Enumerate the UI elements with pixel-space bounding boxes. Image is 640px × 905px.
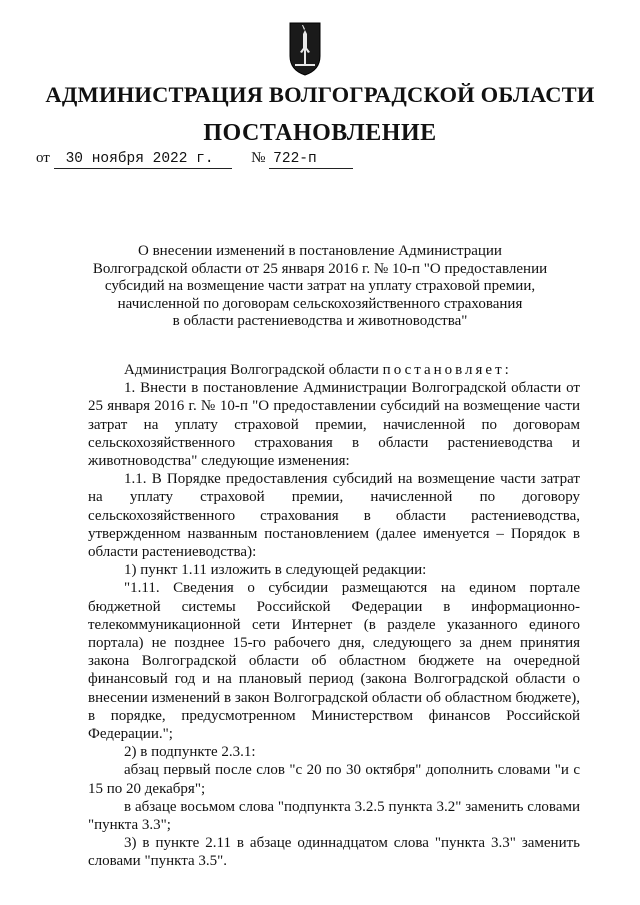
document-subject <box>90 243 550 331</box>
body-paragraph: 2) в подпункте 2.3.1: <box>124 744 256 761</box>
body-paragraph: 1) пункт 1.11 изложить в следующей редакции: <box>124 562 427 579</box>
document-date: 30 ноября 2022 г. <box>54 151 232 169</box>
document-body <box>88 361 580 871</box>
number-sign: № <box>251 150 266 166</box>
date-prefix: от <box>36 150 50 166</box>
intro-paragraph <box>88 361 580 379</box>
subject-line: начисленной по договорам сельскохозяйственного страхования <box>117 295 523 312</box>
body-paragraph: 1.1. В Порядке предоставления субсидий на возмещение части затрат на уплату страховой премии, начисленной по договору сельскохозяйственного страхования в области растениеводства, утвержденном названным постановлением (далее именуется – Порядок в области растениеводства): <box>88 471 580 561</box>
body-paragraph: абзац первый после слов "с 20 по 30 октября" дополнить словами "и с 15 по 20 декабря"; <box>88 762 580 797</box>
intro-text: Администрация Волгоградской области <box>124 362 379 378</box>
date-number-line <box>36 150 353 169</box>
subject-line: субсидий на возмещение части затрат на уплату страховой премии, <box>104 278 536 294</box>
subject-line: Волгоградской области от 25 января 2016 г. № 10-п "О предоставлении <box>92 260 548 277</box>
decree-word: постановляет: <box>382 362 512 378</box>
organization-name: АДМИНИСТРАЦИЯ ВОЛГОГРАДСКОЙ ОБЛАСТИ <box>45 82 595 107</box>
document-title: ПОСТАНОВЛЕНИЕ <box>203 120 437 146</box>
volgograd-coat-of-arms-icon <box>289 22 321 76</box>
body-paragraph: "1.11. Сведения о субсидии размещаются на едином портале бюджетной системы Российской Федерации в информационно-телекоммуникационной сети Интернет (в разделе указанного единого портала) не позднее 15-го рабочего дня, следующего за днем принятия закона Волгоградской области об областном бюджете на очередной финансовый год и на плановый период (закона Волгоградской области о внесении изменений в закон Волгоградской области об областном бюджете), в порядке, предусмотренном Министерством финансов Российской Федерации."; <box>88 580 580 743</box>
document-number: 722-п <box>269 151 353 169</box>
subject-line: О внесении изменений в постановление Администрации <box>138 243 502 259</box>
body-paragraph: 1. Внести в постановление Администрации Волгоградской области от 25 января 2016 г. № 10-п "О предоставлении субсидий на возмещение части затрат на уплату страховой премии, начисленной по договорам сельскохозяйственного страхования в области растениеводства и животноводства" следующие изменения: <box>88 380 580 470</box>
subject-line: в области растениеводства и животноводства" <box>172 313 468 329</box>
body-paragraph: 3) в пункте 2.11 в абзаце одиннадцатом слова "пункта 3.3" заменить словами "пункта 3.5". <box>88 835 580 870</box>
body-paragraph: в абзаце восьмом слова "подпункта 3.2.5 пункта 3.2" заменить словами "пункта 3.3"; <box>88 798 580 834</box>
